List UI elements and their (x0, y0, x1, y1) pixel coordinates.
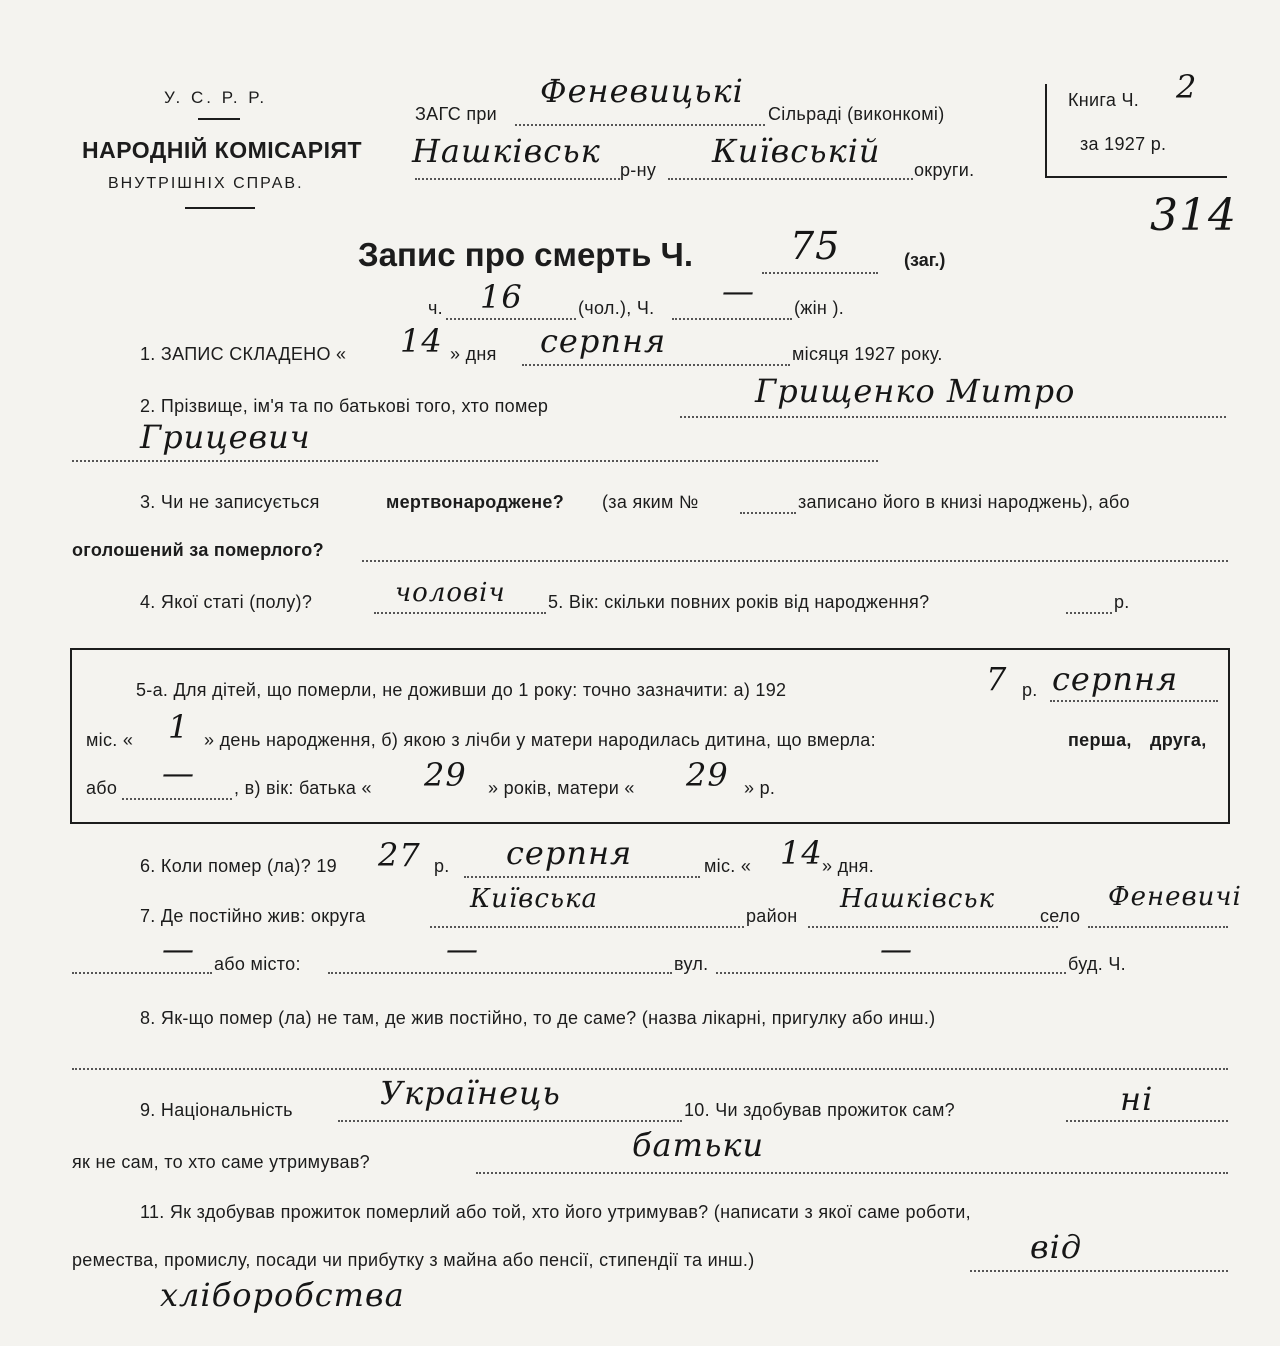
item7-label: 7. Де постійно жив: округа (140, 906, 366, 926)
book-number: 2 (1176, 68, 1198, 106)
item6-end: » дня. (822, 856, 875, 876)
item7-vul-label: вул. (674, 954, 709, 974)
item4-label: 4. Якої статі (полу)? (140, 592, 313, 612)
item10-who-line (476, 1172, 1228, 1174)
rayon-line (415, 178, 620, 180)
title-number: 75 (790, 224, 841, 268)
okruha-label: округи. (914, 160, 975, 180)
item5-line (1066, 612, 1112, 614)
item3-label-c: записано його в книзі народжень), або (798, 492, 1130, 512)
item11-line1 (970, 1270, 1228, 1272)
item5a-line3c: » р. (744, 778, 776, 798)
title-number-line (762, 272, 878, 274)
item3-number-line (740, 512, 796, 514)
ch-label: ч. (428, 298, 443, 318)
female-count: — (722, 272, 755, 310)
item5a-r: р. (1022, 680, 1038, 700)
book-stamp-number: 314 (1150, 190, 1237, 241)
department-label: ВНУТРІШНІХ СПРАВ. (108, 175, 304, 192)
item9-value: Українець (380, 1074, 561, 1112)
item1-day: 14 (400, 322, 443, 360)
title-suffix: (заг.) (904, 250, 946, 270)
rayon-label: р-ну (620, 160, 657, 180)
female-label: (жін ). (794, 298, 845, 318)
item8-label: 8. Як-що помер (ла) не там, де жив постійно, то де саме? (назва лікарні, пригулку або инш.) (140, 1008, 936, 1028)
item3-line2 (362, 560, 1228, 562)
item11-label2: ремества, промислу, посади чи прибутку з майна або пенсії, стипендії та инш.) (72, 1250, 755, 1270)
item10-who: батьки (632, 1126, 765, 1164)
item7-selo-line (1088, 926, 1228, 928)
record-title: Запис про смерть Ч. (358, 236, 693, 273)
item7-misto-line (328, 972, 672, 974)
item3-stillborn: мертвонароджене? (386, 492, 564, 512)
male-line (446, 318, 576, 320)
item5a-month: серпня (1052, 660, 1179, 698)
item9-label: 9. Національність (140, 1100, 293, 1120)
item5a-line3b: » років, матери « (488, 778, 635, 798)
okruha-value: Київській (712, 132, 881, 170)
item1-month: серпня (540, 322, 667, 360)
item5a-line2: » день народження, б) якою з лічби у матери народилась дитина, що вмерла: (204, 730, 876, 750)
item6-month-line (464, 876, 700, 878)
item10-line (1066, 1120, 1228, 1122)
okruha-line (668, 178, 913, 180)
item5a-mis: міс. « (86, 730, 134, 750)
item3-declared-dead: оголошений за померлого? (72, 540, 324, 560)
item7-vul-line (716, 972, 1066, 974)
item7-selo: Феневичі (1108, 882, 1242, 912)
commissariat-title: НАРОДНІЙ КОМІСАРІЯТ (82, 137, 363, 163)
item1-end: місяця 1927 року. (792, 344, 943, 364)
item9-line (338, 1120, 682, 1122)
zags-line (515, 124, 765, 126)
item5a-abo-value: — (162, 754, 195, 792)
item7-misto-label: або місто: (214, 954, 301, 974)
item5a-father-age: 29 (424, 756, 467, 794)
item3-label-a: 3. Чи не записується (140, 492, 320, 512)
header-divider (198, 118, 240, 120)
item2-label: 2. Прізвище, ім'я та по батькові того, хто помер (140, 396, 549, 416)
item6-mis: міс. « (704, 856, 752, 876)
item6-day: 14 (780, 834, 823, 872)
item7-rayon: Нашківськ (840, 884, 996, 914)
item7-misto: — (446, 930, 479, 968)
item5a-first: перша, (1068, 730, 1132, 750)
item6-label: 6. Коли помер (ла)? 19 (140, 856, 337, 876)
item5a-year-digit: 7 (986, 660, 1008, 698)
item7-dash-line (72, 972, 212, 974)
item2-line2 (72, 460, 878, 462)
male-count: 16 (480, 278, 523, 316)
item5a-line3a: , в) вік: батька « (234, 778, 372, 798)
item4-value: чоловіч (395, 578, 506, 608)
item7-okruha-line (430, 926, 744, 928)
item7-rayon-line (808, 926, 1058, 928)
female-line (672, 318, 792, 320)
item11-value1: від (1030, 1228, 1083, 1266)
item10-label: 10. Чи здобував прожиток сам? (684, 1100, 955, 1120)
item6-month: серпня (506, 834, 633, 872)
rayon-value: Нашківськ (412, 132, 601, 170)
item5a-second: друга, (1150, 730, 1207, 750)
item2-patronymic: Грицевич (140, 418, 311, 456)
item10-value: ні (1120, 1080, 1154, 1118)
item1-mid: » дня (450, 344, 497, 364)
item5a-abo: або (86, 778, 118, 798)
silrada-label: Сільраді (виконкомі) (768, 104, 945, 124)
book-year: за 1927 р. (1080, 134, 1167, 154)
item5a-mother-age: 29 (686, 756, 729, 794)
item5a-line1: 5-а. Для дітей, що померли, не доживши до 1 року: точно зазначити: а) 192 (136, 680, 787, 700)
item7-vul: — (880, 930, 913, 968)
item4-line (374, 612, 546, 614)
item5-end: р. (1114, 592, 1130, 612)
item11-value2: хліборобства (160, 1276, 405, 1314)
item6-year: 27 (378, 836, 421, 874)
item8-line (72, 1068, 1228, 1070)
item7-selo-label: село (1040, 906, 1081, 926)
item5-label: 5. Вік: скільки повних років від народження? (548, 592, 930, 612)
male-label: (чол.), Ч. (578, 298, 655, 318)
item11-label1: 11. Як здобував прожиток померлий або той, хто його утримував? (написати з якої саме роботи, (140, 1202, 971, 1222)
item3-label-b: (за яким № (602, 492, 699, 512)
zags-value: Феневицькі (540, 72, 744, 110)
item2-name: Грищенко Митро (755, 372, 1076, 410)
item6-r: р. (434, 856, 450, 876)
book-label: Книга Ч. (1068, 90, 1140, 110)
item5a-abo-line (122, 798, 232, 800)
item5a-day: 1 (168, 708, 190, 746)
item1-month-line (522, 364, 790, 366)
item10-who-label: як не сам, то хто саме утримував? (72, 1152, 370, 1172)
zags-label: ЗАГС при (415, 104, 498, 124)
item1-label: 1. ЗАПИС СКЛАДЕНО « (140, 344, 347, 364)
item5a-month-line (1050, 700, 1218, 702)
item7-bud-label: буд. Ч. (1068, 954, 1126, 974)
item7-rayon-label: район (746, 906, 798, 926)
republic-label: У. С. Р. Р. (164, 88, 268, 107)
header-divider-bottom (185, 207, 255, 209)
item7-okruha: Київська (470, 884, 599, 914)
item7-dash: — (162, 930, 195, 968)
item2-line (680, 416, 1226, 418)
